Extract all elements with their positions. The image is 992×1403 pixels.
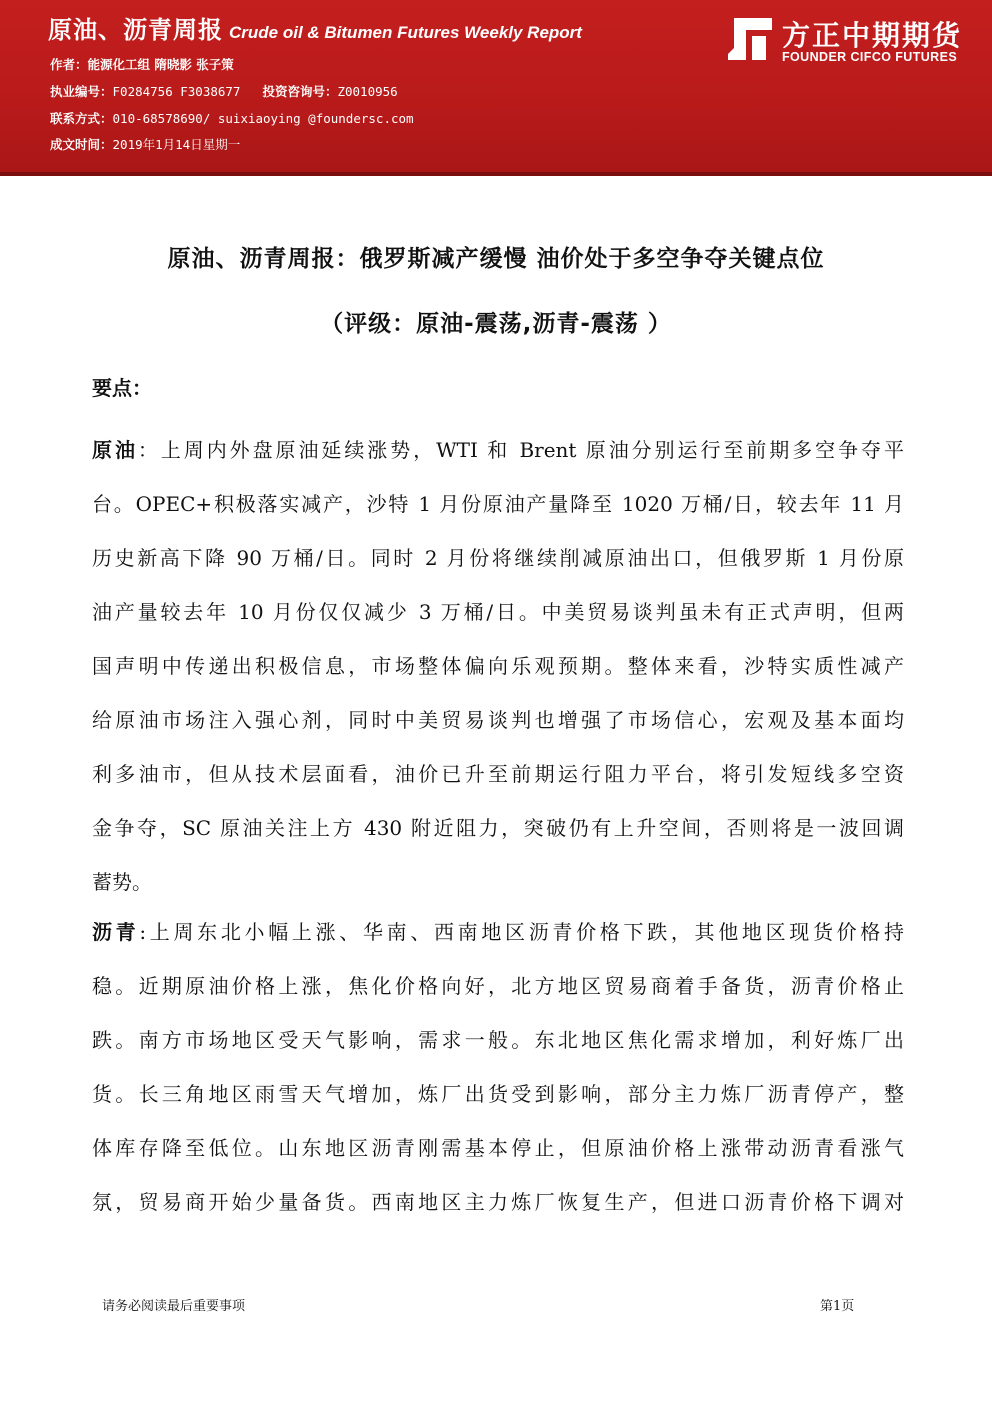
- contact-line: [50, 109, 414, 127]
- bitumen-paragraph: [92, 905, 904, 1229]
- consult-label: 投资咨询号：: [262, 84, 338, 99]
- paragraph-line: 氛，贸易商开始少量备货。西南地区主力炼厂恢复生产，但进口沥青价格下调对: [92, 1190, 904, 1214]
- license-label: 执业编号：: [50, 84, 113, 99]
- author-value: 能源化工组 隋晓影 张子策: [87, 57, 234, 72]
- paragraph-line: 国声明中传递出积极信息，市场整体偏向乐观预期。整体来看，沙特实质性减产: [92, 654, 904, 678]
- date-label: 成文时间：: [50, 137, 113, 152]
- paragraph-line: 沥青:上周东北小幅上涨、华南、西南地区沥青价格下跌，其他地区现货价格持: [92, 920, 904, 944]
- license-value: F0284756 F3038677: [112, 84, 241, 99]
- paragraph-line: 油产量较去年 10 月份仅仅减少 3 万桶/日。中美贸易谈判虽未有正式声明，但两: [92, 600, 904, 624]
- footer-notice: 请务必阅读最后重要事项: [102, 1299, 246, 1314]
- document-title: 原油、沥青周报：俄罗斯减产缓慢 油价处于多空争夺关键点位: [167, 246, 825, 272]
- paragraph-line: 体库存降至低位。山东地区沥青刚需基本停止，但原油价格上涨带动沥青看涨气: [92, 1136, 904, 1160]
- logo-en-text: FOUNDER CIFCO FUTURES: [782, 50, 958, 64]
- header-title-cn: 原油、沥青周报: [48, 16, 223, 44]
- document-rating: （评级：原油-震荡,沥青-震荡 ）: [320, 311, 672, 337]
- paragraph-line: 给原油市场注入强心剂，同时中美贸易谈判也增强了市场信心，宏观及基本面均: [92, 708, 904, 732]
- paragraph-line: 货。长三角地区雨雪天气增加，炼厂出货受到影响，部分主力炼厂沥青停产，整: [92, 1082, 904, 1106]
- header-title-en: Crude oil & Bitumen Futures Weekly Report: [229, 23, 582, 42]
- paragraph-line: 原油：上周内外盘原油延续涨势，WTI 和 Brent 原油分别运行至前期多空争夺平: [92, 438, 904, 462]
- author-line: [50, 55, 234, 73]
- paragraph-line: 金争夺，SC 原油关注上方 430 附近阻力，突破仍有上升空间，否则将是一波回调: [92, 816, 904, 840]
- logo-mark-icon: [726, 14, 776, 64]
- date-value: 2019年1月14日星期一: [112, 137, 241, 152]
- paragraph-line: 历史新高下降 90 万桶/日。同时 2 月份将继续削减原油出口，但俄罗斯 1 月份原: [92, 546, 904, 570]
- paragraph-line: 台。OPEC+积极落实减产，沙特 1 月份原油产量降至 1020 万桶/日，较去年 11 月: [92, 492, 904, 516]
- report-header: [0, 0, 992, 176]
- header-title: [48, 10, 582, 45]
- contact-value: 010-68578690/ suixiaoying @foundersc.com: [112, 111, 414, 126]
- paragraph-line: 稳。近期原油价格上涨，焦化价格向好，北方地区贸易商着手备货，沥青价格止: [92, 974, 904, 998]
- crude-oil-lead: 原油: [92, 438, 138, 462]
- company-logo: [726, 14, 976, 68]
- crude-oil-paragraph: [92, 423, 904, 909]
- date-line: [50, 135, 240, 153]
- header-rule: [0, 172, 992, 176]
- paragraph-line: 蓄势。: [92, 870, 152, 894]
- bitumen-lead: 沥青: [92, 920, 140, 944]
- author-label: 作者：: [50, 57, 88, 72]
- license-line: [50, 82, 398, 100]
- paragraph-line: 跌。南方市场地区受天气影响，需求一般。东北地区焦化需求增加，利好炼厂出: [92, 1028, 904, 1052]
- contact-label: 联系方式：: [50, 111, 113, 126]
- footer-page-number: 第1页: [820, 1299, 855, 1314]
- logo-cn-text: 方正中期期货: [782, 19, 963, 52]
- paragraph-line: 利多油市，但从技术层面看，油价已升至前期运行阻力平台，将引发短线多空资: [92, 762, 904, 786]
- consult-value: Z0010956: [337, 84, 398, 99]
- key-points-heading: 要点：: [92, 376, 152, 400]
